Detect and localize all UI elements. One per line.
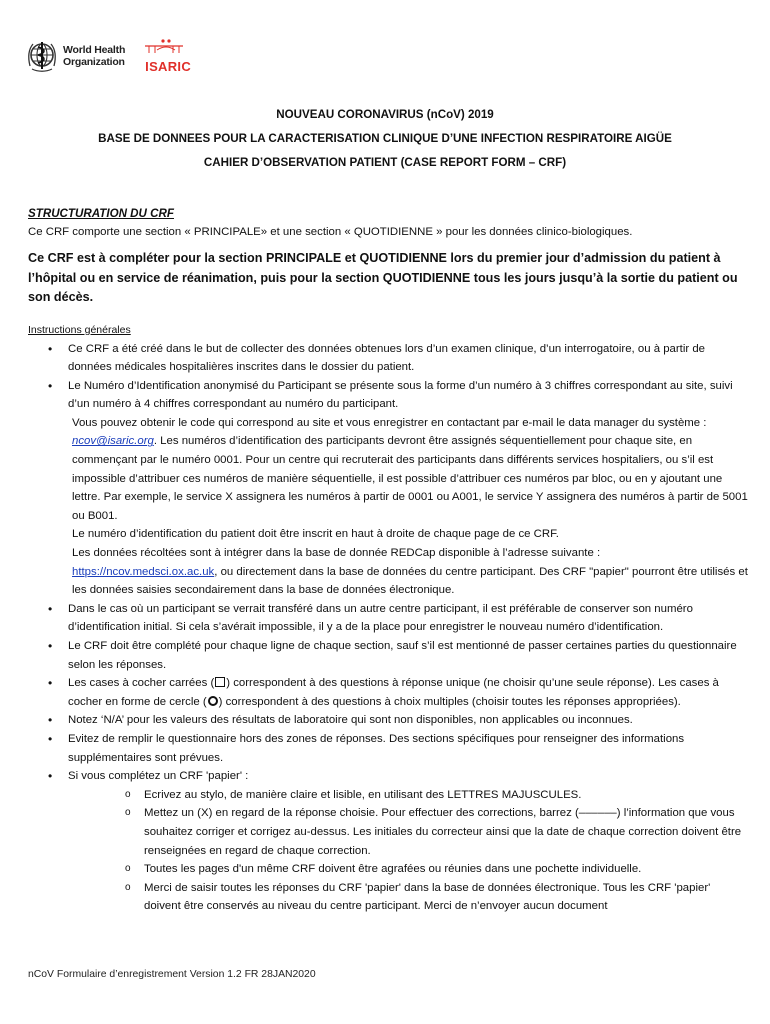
- sub-list-item: o Merci de saisir toutes les réponses du CRF 'papier' dans la base de données électronique. Tous les CRF 'papier' doivent être conservés au niveau du centre participant. Merci de n’envoyer aucun document: [68, 879, 748, 916]
- isaric-logo: [143, 36, 213, 76]
- instruction-text: Le CRF doit être complété pour chaque ligne de chaque section, sauf s’il est mentionné de passer certaines parties du questionnaire selon les réponses.: [68, 640, 737, 671]
- email-link[interactable]: ncov@isaric.org: [72, 435, 154, 448]
- sub-list-item: o Ecrivez au stylo, de manière claire et lisible, en utilisant des LETTRES MAJUSCULES.: [68, 786, 748, 805]
- isaric-name: ISARIC: [145, 59, 192, 74]
- list-item: [28, 711, 748, 730]
- paper-crf-sublist: [68, 786, 748, 916]
- structuration-bold-paragraph: Ce CRF est à compléter pour la section PRINCIPALE et QUOTIDIENNE lors du premier jour d’admission du patient à l’hôpital ou en service de réanimation, puis pour la section QUOTIDIENNE tous les jours jusqu’à la sortie du patient ou son décès.: [28, 251, 738, 304]
- instruction-text: Vous pouvez obtenir le code qui correspond au site et vous enregistrer en contactant par e-mail le data manager du système :: [72, 416, 707, 429]
- who-logo: [24, 38, 125, 74]
- instruction-text: Les données récoltées sont à intégrer dans la base de donnée REDCap disponible à l’adresse suivante :: [72, 547, 601, 560]
- instruction-text: Ce CRF a été créé dans le but de collecter des données obtenues lors d’un examen clinique, d’un interrogatoire, ou à partir de données médicales hospitalières inscrites dans le dossier du patient.: [68, 342, 705, 374]
- instructions-heading: Instructions générales: [28, 323, 131, 336]
- instructions-list: [28, 340, 748, 916]
- title-line-1: NOUVEAU CORONAVIRUS (nCoV) 2019: [276, 108, 494, 121]
- list-item: [28, 767, 748, 916]
- list-item: [28, 674, 748, 711]
- instruction-text: • Si vous complétez un CRF 'papier' :: [68, 770, 249, 783]
- instruction-subparagraph: Le numéro d’identification du patient doit être inscrit en haut à droite de chaque page de ce CRF.: [72, 528, 559, 541]
- instruction-text: Dans le cas où un participant se verrait transféré dans un autre centre participant, il est préférable de conserver son numéro d’identification initial. Si cela s’avérait impossible, il y a de la place pour enregistrer le nouveau numéro d’identification.: [68, 602, 693, 634]
- page-footer: nCoV Formulaire d’enregistrement Version 1.2 FR 28JAN2020: [28, 969, 316, 980]
- instruction-text: , ou directement dans la base de données du centre participant. Des CRF "papier" pourront être utilisés et les données saisies secondairement dans la base de données électronique.: [72, 565, 748, 597]
- list-item: [28, 637, 748, 674]
- document-titles: [0, 106, 770, 178]
- instruction-text: Notez ‘N/A’ pour les valeurs des résultats de laboratoire qui sont non disponibles, non applicables ou inconnues.: [68, 714, 633, 727]
- title-line-3: CAHIER D’OBSERVATION PATIENT (CASE REPORT FORM – CRF): [203, 156, 567, 169]
- instruction-text: • Le Numéro d’Identification anonymisé du Participant se présente sous la forme d’un numéro à 3 chiffres correspondant au site, suivi d’un numéro à 4 chiffres correspondant au numéro du participant.: [68, 379, 733, 411]
- list-item: [28, 730, 748, 767]
- instruction-text: . Les numéros d’identification des participants devront être assignés séquentiellement pour chaque site, en commençant par le numéro 0001. Pour un centre qui recruterait des participants dans différents services hospitaliers, ou s’il est impossible d’attribuer ces numéros de manière séquentielle, il est possible d’attribuer ces numéros par bloc, ou en y ajoutant une lettre. Par exemple, le service X assignera les numéros à partir de 0001 ou A001, le service Y assignera des numéros à partir de 5001 ou B001.: [72, 435, 748, 522]
- who-name: [63, 44, 125, 68]
- who-emblem-icon: [24, 38, 60, 74]
- who-line1: World Health: [63, 44, 126, 56]
- isaric-emblem-icon: [143, 36, 213, 60]
- sub-list-item: o Mettez un (X) en regard de la réponse choisie. Pour effectuer des corrections, barrez (––––––) l’information que vous souhaitez corriger et corrigez au-dessus. Les initiales du correcteur ainsi que la date de chaque correction doivent être renseignées en regard de chaque correction.: [68, 804, 748, 860]
- list-item: [28, 377, 748, 600]
- redcap-url-link[interactable]: https://ncov.medsci.ox.ac.uk: [72, 565, 215, 578]
- instruction-subparagraph: [68, 544, 748, 600]
- instruction-text: Les cases à cocher carrées (: [68, 677, 215, 690]
- who-line2: Organization: [63, 56, 125, 68]
- list-item: [28, 340, 748, 377]
- circle-checkbox-icon: [208, 696, 218, 706]
- list-item: [28, 600, 748, 637]
- title-line-2: BASE DE DONNEES POUR LA CARACTERISATION CLINIQUE D’UNE INFECTION RESPIRATOIRE AIGÜE: [98, 132, 672, 145]
- square-checkbox-icon: [215, 677, 225, 687]
- structuration-intro: Ce CRF comporte une section « PRINCIPALE» et une section « QUOTIDIENNE » pour les données clinico-biologiques.: [28, 226, 633, 238]
- instruction-subparagraph: [68, 414, 748, 526]
- instruction-text: Evitez de remplir le questionnaire hors des zones de réponses. Des sections spécifiques pour renseigner des informations supplémentaires sont prévues.: [68, 732, 685, 764]
- instruction-text: ) correspondent à des questions à réponse unique (ne choisir qu’une seule réponse). Les cases à cocher en forme de cercle (: [68, 677, 719, 708]
- document-body: [28, 205, 748, 916]
- structuration-heading: STRUCTURATION DU CRF: [28, 207, 174, 220]
- sub-list-item: o Toutes les pages d'un même CRF doivent être agrafées ou réunies dans une pochette individuelle.: [68, 860, 748, 879]
- header-logos: [24, 36, 213, 76]
- instruction-text: ) correspondent à des questions à choix multiples (choisir toutes les réponses appropriées).: [218, 695, 681, 708]
